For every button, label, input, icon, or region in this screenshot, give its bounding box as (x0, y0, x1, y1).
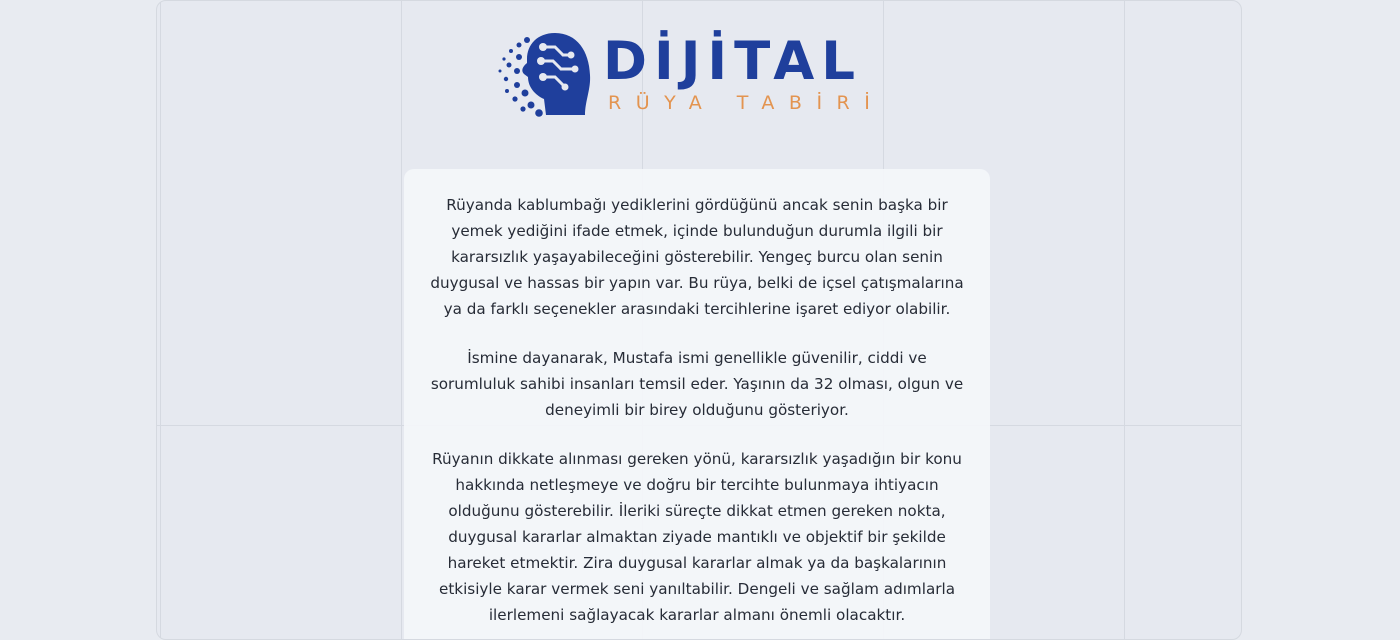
interpretation-paragraph: Rüyanda kablumbağı yediklerini gördüğünü ancak senin başka bir yemek yediğini ifade etmek, içinde bulunduğun durumla ilgili bir kararsızlık yaşayabileceğini gösterebilir. Yengeç burcu olan senin duygusal ve hassas bir yapın var. Bu rüya, belki de içsel çatışmalarına ya da farklı seçenekler arasındaki tercihlerine işaret ediyor olabilir. (430, 196, 964, 318)
interpretation-card (404, 169, 990, 640)
site-logo[interactable] (497, 29, 885, 119)
page-container (156, 0, 1242, 640)
logo-title: DİJİTAL (603, 31, 862, 92)
logo-subtitle: RÜYA TABİRİ (608, 92, 885, 114)
interpretation-paragraph: İsmine dayanarak, Mustafa ismi genellikle güvenilir, ciddi ve sorumluluk sahibi insanları temsil eder. Yaşının da 32 olması, olgun ve deneyimli bir birey olduğunu gösteriyor. (430, 349, 964, 419)
interpretation-paragraph: Rüyanın dikkate alınması gereken yönü, kararsızlık yaşadığın bir konu hakkında netleşmeye ve doğru bir tercihte bulunmaya ihtiyacın olduğunu gösterebilir. İleriki süreçte dikkat etmen gereken nokta, duygusal kararlar almaktan ziyade mantıklı ve objektif bir şekilde hareket etmektir. Zira duygusal kararlar almak ya da başkalarının etkisiyle karar vermek seni yanıltabilir. Dengeli ve sağlam adımlarla ilerlemeni sağlayacak kararlar almanı önemli olacaktır. (432, 450, 962, 624)
head-neural-network-icon (497, 29, 593, 119)
